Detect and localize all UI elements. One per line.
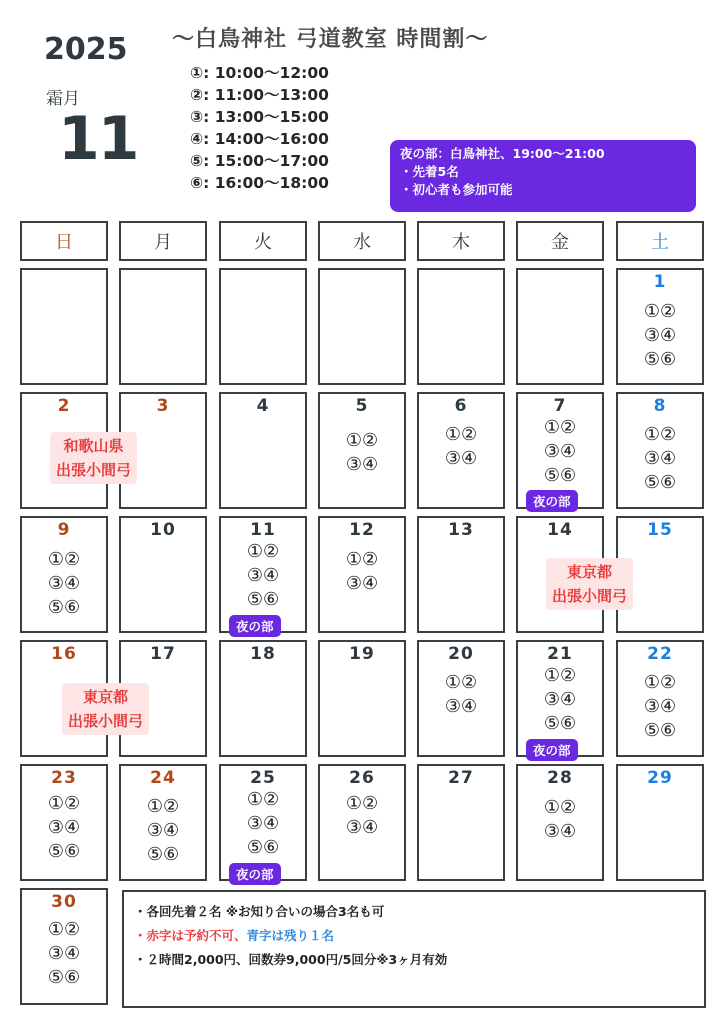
night-session-tag: 夜の部 bbox=[229, 863, 281, 885]
calendar-day-4[interactable] bbox=[219, 392, 307, 509]
day-number: 21 bbox=[547, 644, 573, 664]
day-number: 17 bbox=[150, 644, 176, 664]
day-number: 26 bbox=[349, 768, 375, 788]
year: 2025 bbox=[44, 32, 128, 67]
slot-marks: ①② ③④ ⑤⑥ bbox=[643, 301, 677, 370]
night-session-tag: 夜の部 bbox=[526, 739, 578, 761]
day-number: 7 bbox=[553, 396, 567, 416]
calendar-day-1[interactable] bbox=[616, 268, 704, 385]
slot-marks: ①② ③④ ⑤⑥ bbox=[47, 549, 81, 618]
slot-marks: ①② ③④ bbox=[444, 424, 478, 469]
day-number: 13 bbox=[448, 520, 474, 540]
day-number: 6 bbox=[454, 396, 468, 416]
calendar-day-10[interactable] bbox=[119, 516, 207, 633]
day-number: 15 bbox=[647, 520, 673, 540]
business-trip-tokyo: 東京都 出張小間弓 bbox=[546, 558, 633, 610]
time-slot: ②: 11:00～13:00 bbox=[190, 86, 329, 104]
calendar-day-6[interactable] bbox=[417, 392, 505, 509]
slot-marks: ①② ③④ ⑤⑥ bbox=[543, 665, 577, 734]
day-number: 8 bbox=[653, 396, 667, 416]
calendar-day-29[interactable] bbox=[616, 764, 704, 881]
calendar-day-19[interactable] bbox=[318, 640, 406, 757]
day-number: 30 bbox=[51, 892, 77, 912]
day-number: 3 bbox=[156, 396, 170, 416]
time-slot: ③: 13:00～15:00 bbox=[190, 108, 329, 126]
weekday-sat: 土 bbox=[616, 221, 704, 261]
note-red-text: ・赤字は予約不可、 bbox=[134, 928, 247, 943]
business-trip-wakayama: 和歌山県 出張小間弓 bbox=[50, 432, 137, 484]
time-slot: ⑤: 15:00～17:00 bbox=[190, 152, 329, 170]
slot-marks: ①② ③④ bbox=[345, 793, 379, 838]
slot-marks: ①② ③④ ⑤⑥ bbox=[47, 793, 81, 862]
calendar-day-12[interactable] bbox=[318, 516, 406, 633]
slot-marks: ①② ③④ ⑤⑥ bbox=[146, 796, 180, 865]
day-number: 19 bbox=[349, 644, 375, 664]
page-title: ～白鳥神社 弓道教室 時間割～ bbox=[172, 27, 489, 52]
weekday-thu: 木 bbox=[417, 221, 505, 261]
weekday-mon: 月 bbox=[119, 221, 207, 261]
night-session-capacity: ・先着5名 bbox=[400, 164, 459, 179]
time-slot: ⑥: 16:00～18:00 bbox=[190, 174, 329, 192]
day-number: 2 bbox=[57, 396, 71, 416]
day-number: 5 bbox=[355, 396, 369, 416]
note-blue-text: 青字は残り１名 bbox=[246, 928, 335, 943]
day-number: 27 bbox=[448, 768, 474, 788]
calendar-day-28[interactable] bbox=[516, 764, 604, 881]
day-number: 9 bbox=[57, 520, 71, 540]
note-line bbox=[134, 924, 694, 948]
slot-marks: ①② ③④ bbox=[345, 430, 379, 475]
time-slot: ④: 14:00～16:00 bbox=[190, 130, 329, 148]
calendar-day-8[interactable] bbox=[616, 392, 704, 509]
day-number: 20 bbox=[448, 644, 474, 664]
weekday-wed: 水 bbox=[318, 221, 406, 261]
slot-marks: ①② ③④ ⑤⑥ bbox=[643, 424, 677, 493]
slot-marks: ①② ③④ ⑤⑥ bbox=[246, 541, 280, 610]
calendar-cell-empty bbox=[516, 268, 604, 385]
day-number: 11 bbox=[250, 520, 276, 540]
month-name: 霜月 bbox=[46, 89, 80, 109]
day-number: 25 bbox=[250, 768, 276, 788]
day-number: 12 bbox=[349, 520, 375, 540]
weekday-tue: 火 bbox=[219, 221, 307, 261]
slot-marks: ①② ③④ bbox=[345, 549, 379, 594]
day-number: 22 bbox=[647, 644, 673, 664]
time-slot-list bbox=[190, 62, 329, 194]
note-line: ・２時間2,000円、回数券9,000円/5回分※3ヶ月有効 bbox=[134, 952, 448, 967]
slot-marks: ①② ③④ ⑤⑥ bbox=[47, 919, 81, 988]
calendar-day-13[interactable] bbox=[417, 516, 505, 633]
slot-marks: ①② ③④ ⑤⑥ bbox=[643, 672, 677, 741]
night-session-tag: 夜の部 bbox=[526, 490, 578, 512]
calendar-day-5[interactable] bbox=[318, 392, 406, 509]
calendar-day-22[interactable] bbox=[616, 640, 704, 757]
time-slot: ①: 10:00～12:00 bbox=[190, 64, 329, 82]
calendar-cell-empty bbox=[119, 268, 207, 385]
day-number: 10 bbox=[150, 520, 176, 540]
calendar-cell-empty bbox=[219, 268, 307, 385]
day-number: 29 bbox=[647, 768, 673, 788]
day-number: 1 bbox=[653, 272, 667, 292]
day-number: 16 bbox=[51, 644, 77, 664]
day-number: 24 bbox=[150, 768, 176, 788]
calendar-day-9[interactable] bbox=[20, 516, 108, 633]
day-number: 18 bbox=[250, 644, 276, 664]
business-trip-tokyo: 東京都 出張小間弓 bbox=[62, 683, 149, 735]
slot-marks: ①② ③④ ⑤⑥ bbox=[246, 789, 280, 858]
calendar-day-23[interactable] bbox=[20, 764, 108, 881]
day-number: 14 bbox=[547, 520, 573, 540]
night-session-info bbox=[390, 140, 696, 212]
day-number: 4 bbox=[256, 396, 270, 416]
day-number: 23 bbox=[51, 768, 77, 788]
calendar-day-20[interactable] bbox=[417, 640, 505, 757]
slot-marks: ①② ③④ bbox=[543, 797, 577, 842]
calendar-day-30[interactable] bbox=[20, 888, 108, 1005]
month-number: 11 bbox=[58, 104, 138, 174]
weekday-fri: 金 bbox=[516, 221, 604, 261]
calendar-day-26[interactable] bbox=[318, 764, 406, 881]
note-line: ・各回先着２名 ※お知り合いの場合3名も可 bbox=[134, 904, 385, 919]
calendar-cell-empty bbox=[318, 268, 406, 385]
calendar-day-18[interactable] bbox=[219, 640, 307, 757]
night-session-beginners: ・初心者も参加可能 bbox=[400, 182, 513, 197]
calendar-day-27[interactable] bbox=[417, 764, 505, 881]
weekday-sun: 日 bbox=[20, 221, 108, 261]
notes-box bbox=[122, 890, 706, 1008]
day-number: 28 bbox=[547, 768, 573, 788]
calendar-cell-empty bbox=[20, 268, 108, 385]
calendar-day-24[interactable] bbox=[119, 764, 207, 881]
night-session-tag: 夜の部 bbox=[229, 615, 281, 637]
slot-marks: ①② ③④ bbox=[444, 672, 478, 717]
slot-marks: ①② ③④ ⑤⑥ bbox=[543, 417, 577, 486]
night-session-title: 夜の部：白鳥神社、19:00～21:00 bbox=[400, 146, 605, 161]
calendar-cell-empty bbox=[417, 268, 505, 385]
